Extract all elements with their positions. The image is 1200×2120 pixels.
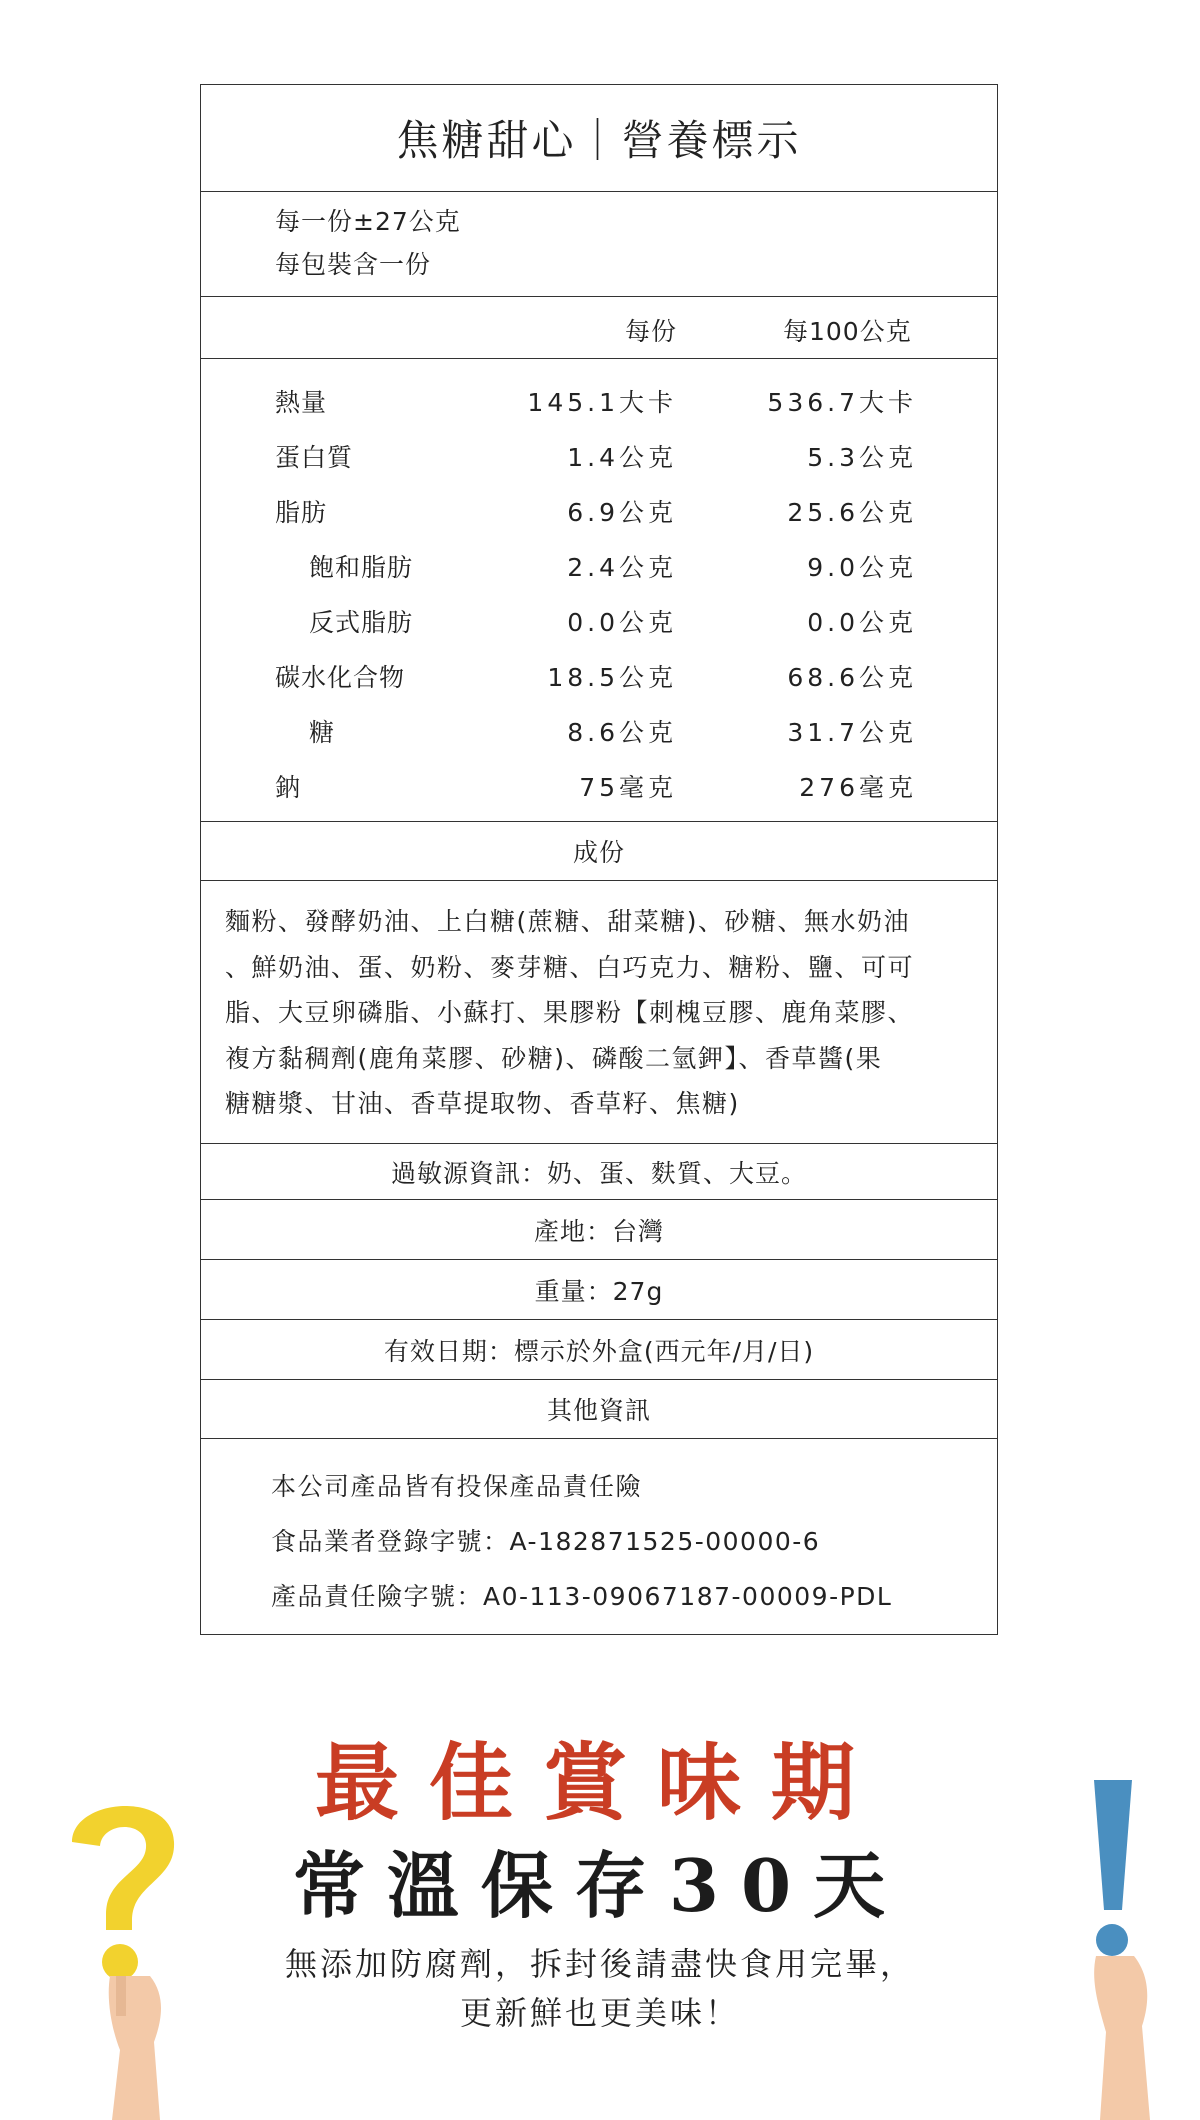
nutrient-row bbox=[201, 658, 997, 713]
other-info-heading: 其他資訊 bbox=[201, 1380, 997, 1439]
nutrient-per-serving: 2.4公克 bbox=[567, 553, 677, 582]
nutrient-per-serving: 1.4公克 bbox=[567, 443, 677, 472]
servings-per-pack: 每包裝含一份 bbox=[275, 250, 432, 279]
nutrient-per-serving: 6.9公克 bbox=[567, 498, 677, 527]
nutrient-per-serving: 8.6公克 bbox=[567, 718, 677, 747]
ingredients-line: 複方黏稠劑(鹿角菜膠、砂糖)、磷酸二氫鉀】、香草醬(果 bbox=[225, 1043, 883, 1073]
other-info bbox=[201, 1439, 997, 1634]
nutrient-name: 熱量 bbox=[275, 388, 328, 417]
nutrient-row bbox=[201, 548, 997, 603]
nutrient-per-100g: 68.6公克 bbox=[787, 663, 917, 692]
nutrient-per-serving: 0.0公克 bbox=[567, 608, 677, 637]
col-per-100g: 每100公克 bbox=[783, 317, 912, 346]
note-line-2: 更新鮮也更美味！ bbox=[459, 1994, 740, 2032]
allergen-info: 過敏源資訊：奶、蛋、麩質、大豆。 bbox=[201, 1144, 997, 1200]
nutrition-label bbox=[200, 84, 998, 1635]
nutrient-name: 反式脂肪 bbox=[309, 608, 414, 637]
nutrient-per-serving: 75毫克 bbox=[579, 773, 677, 802]
storage-title: 常溫保存30天 bbox=[292, 1843, 908, 1928]
shelf-life-banner bbox=[0, 1700, 1200, 2118]
nutrient-per-100g: 31.7公克 bbox=[787, 718, 917, 747]
ingredients-heading: 成份 bbox=[201, 822, 997, 881]
nutrient-per-100g: 276毫克 bbox=[799, 773, 917, 802]
origin-info: 產地：台灣 bbox=[201, 1200, 997, 1260]
nutrient-per-100g: 0.0公克 bbox=[807, 608, 917, 637]
nutrient-per-serving: 18.5公克 bbox=[547, 663, 677, 692]
nutrient-row bbox=[201, 603, 997, 658]
best-before-title: 最佳賞味期 bbox=[314, 1733, 885, 1832]
serving-size: 每一份±27公克 bbox=[275, 207, 461, 236]
expiry-info: 有效日期：標示於外盒(西元年/月/日) bbox=[201, 1320, 997, 1380]
nutrient-row bbox=[201, 383, 997, 438]
serving-info bbox=[201, 192, 997, 297]
nutrient-per-100g: 9.0公克 bbox=[807, 553, 917, 582]
other-info-line: 產品責任險字號：A0-113-09067187-00009-PDL bbox=[271, 1582, 893, 1611]
nutrient-row bbox=[201, 768, 997, 823]
ingredients-line: 、鮮奶油、蛋、奶粉、麥芽糖、白巧克力、糖粉、鹽、可可 bbox=[225, 952, 915, 982]
nutrient-name: 碳水化合物 bbox=[275, 663, 406, 692]
ingredients-text bbox=[201, 881, 997, 1144]
other-info-line: 食品業者登錄字號：A-182871525-00000-6 bbox=[271, 1527, 821, 1556]
label-title: 焦糖甜心｜營養標示 bbox=[201, 85, 997, 192]
nutrient-per-100g: 536.7大卡 bbox=[767, 388, 917, 417]
nutrient-name: 蛋白質 bbox=[275, 443, 354, 472]
col-per-serving: 每份 bbox=[625, 317, 678, 346]
nutrient-table bbox=[201, 359, 997, 822]
freshness-note bbox=[0, 1940, 1200, 2038]
nutrient-per-100g: 25.6公克 bbox=[787, 498, 917, 527]
nutrient-row bbox=[201, 493, 997, 548]
weight-info: 重量：27g bbox=[201, 1260, 997, 1320]
nutrient-name: 脂肪 bbox=[275, 498, 328, 527]
nutrient-row bbox=[201, 713, 997, 768]
nutrient-per-100g: 5.3公克 bbox=[807, 443, 917, 472]
ingredients-line: 麵粉、發酵奶油、上白糖(蔗糖、甜菜糖)、砂糖、無水奶油 bbox=[225, 907, 911, 936]
other-info-line: 本公司產品皆有投保產品責任險 bbox=[271, 1472, 643, 1501]
nutrient-name: 糖 bbox=[309, 718, 336, 747]
ingredients-line: 脂、大豆卵磷脂、小蘇打、果膠粉【刺槐豆膠、鹿角菜膠、 bbox=[225, 998, 915, 1027]
nutrient-row bbox=[201, 438, 997, 493]
ingredients-line: 糖糖漿、甘油、香草提取物、香草籽、焦糖) bbox=[225, 1089, 740, 1118]
note-line-1: 無添加防腐劑，拆封後請盡快食用完畢， bbox=[284, 1945, 915, 1983]
column-header bbox=[201, 297, 997, 359]
nutrient-name: 鈉 bbox=[275, 773, 302, 802]
nutrient-per-serving: 145.1大卡 bbox=[527, 388, 677, 417]
nutrient-name: 飽和脂肪 bbox=[309, 553, 414, 582]
